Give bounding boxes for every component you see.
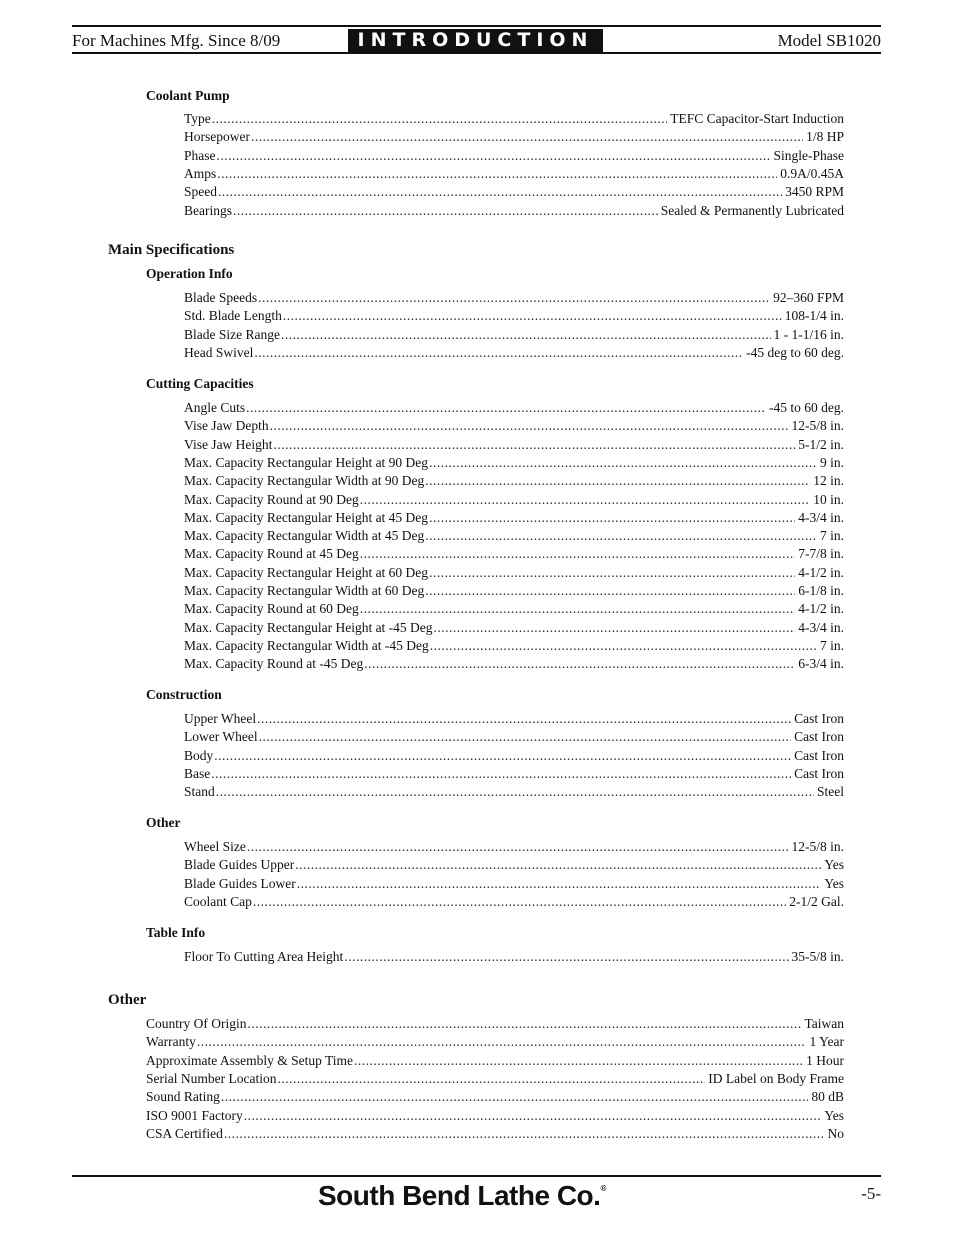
other-section-row — [146, 1016, 844, 1033]
dot-leader — [197, 1034, 807, 1050]
spec-value: Cast Iron — [794, 765, 844, 781]
spec-label: Max. Capacity Round at 60 Deg — [184, 601, 359, 617]
spec-label: Blade Guides Lower — [184, 875, 296, 891]
construction-spec-row — [184, 729, 844, 746]
cutting-spec-row — [184, 473, 844, 490]
dot-leader — [430, 638, 817, 654]
spec-label: Vise Jaw Height — [184, 436, 273, 452]
cutting-spec-row — [184, 638, 844, 655]
spec-value: 12-5/8 in. — [791, 839, 844, 854]
cutting-spec-row — [184, 546, 844, 563]
operation-spec-row — [184, 308, 844, 325]
table-spec-row — [184, 949, 844, 966]
cutting-spec-row — [184, 418, 844, 435]
spec-value: Cast Iron — [794, 729, 844, 745]
spec-value: TEFC Capacitor-Start Induction — [670, 111, 844, 126]
operation-spec-row — [184, 290, 844, 307]
spec-value: 92–360 FPM — [773, 290, 844, 305]
spec-value: No — [827, 1125, 844, 1141]
spec-label: Stand — [184, 784, 215, 800]
spec-label: Bearings — [184, 202, 232, 218]
coolant-spec-row — [184, 166, 844, 183]
spec-value: Cast Iron — [794, 711, 844, 726]
dot-leader — [253, 894, 786, 910]
coolant-spec-row — [184, 203, 844, 220]
dot-leader — [425, 528, 817, 544]
dot-leader — [254, 345, 743, 361]
dot-leader — [233, 203, 658, 219]
dot-leader — [273, 437, 795, 453]
dot-leader — [258, 290, 770, 306]
dot-leader — [244, 1108, 822, 1124]
cutting-spec-row — [184, 510, 844, 527]
operation-info-heading: Operation Info — [146, 266, 233, 281]
dot-leader — [429, 455, 817, 471]
other-section-heading: Other — [108, 992, 147, 1008]
spec-label: Max. Capacity Round at 90 Deg — [184, 491, 359, 507]
spec-label: Speed — [184, 184, 217, 200]
dot-leader — [212, 111, 668, 127]
header-left-text: For Machines Mfg. Since 8/09 — [72, 31, 281, 50]
other-spec-row — [184, 894, 844, 911]
spec-value: 6-3/4 in. — [798, 656, 844, 672]
spec-label: Wheel Size — [184, 839, 246, 854]
spec-value: 1/8 HP — [806, 129, 844, 145]
spec-label: Coolant Cap — [184, 893, 252, 909]
spec-value: -45 deg to 60 deg. — [746, 344, 844, 360]
dot-leader — [364, 656, 795, 672]
spec-value: 4-3/4 in. — [798, 509, 844, 525]
cutting-spec-row — [184, 583, 844, 600]
spec-value: 1 - 1-1/16 in. — [773, 326, 844, 342]
dot-leader — [425, 583, 795, 599]
spec-label: Max. Capacity Rectangular Width at 90 Deg — [184, 473, 425, 489]
cutting-spec-row — [184, 601, 844, 618]
spec-label: Max. Capacity Rectangular Height at 45 Deg — [184, 509, 429, 525]
spec-value: 108-1/4 in. — [784, 308, 844, 324]
spec-value: 1 Year — [809, 1034, 844, 1050]
spec-label: Head Swivel — [184, 344, 254, 360]
spec-value: Sealed & Permanently Lubricated — [660, 202, 844, 218]
dot-leader — [354, 1053, 803, 1069]
construction-heading: Construction — [146, 687, 222, 702]
dot-leader — [360, 546, 796, 562]
dot-leader — [295, 857, 821, 873]
other-section-row — [146, 1034, 844, 1051]
cutting-spec-row — [184, 400, 844, 417]
table-info-heading: Table Info — [146, 925, 206, 940]
dot-leader — [214, 748, 791, 764]
coolant-spec-row — [184, 129, 844, 146]
coolant-spec-row — [184, 148, 844, 165]
dot-leader — [429, 510, 795, 526]
cutting-spec-row — [184, 656, 844, 673]
spec-label: Body — [184, 747, 214, 763]
other-section-row — [146, 1108, 844, 1125]
construction-spec-row — [184, 748, 844, 765]
spec-label: Vise Jaw Depth — [184, 418, 269, 434]
spec-value: 3450 RPM — [785, 184, 844, 200]
registered-mark: ® — [600, 1184, 606, 1193]
other-spec-row — [184, 857, 844, 874]
logo-text: South Bend Lathe Co. — [318, 1180, 601, 1211]
operation-spec-row — [184, 327, 844, 344]
other-section-row — [146, 1089, 844, 1106]
spec-label: Approximate Assembly & Setup Time — [146, 1052, 354, 1068]
spec-value: 4-3/4 in. — [798, 619, 844, 635]
spec-value: 35-5/8 in. — [791, 949, 844, 964]
spec-label: ISO 9001 Factory — [146, 1107, 243, 1123]
coolant-spec-row — [184, 184, 844, 201]
spec-label: Upper Wheel — [184, 711, 257, 726]
spec-label: Blade Guides Upper — [184, 857, 295, 873]
spec-label: Std. Blade Length — [184, 308, 282, 324]
spec-label: Max. Capacity Rectangular Width at -45 Deg — [184, 637, 429, 653]
dot-leader — [257, 711, 791, 727]
spec-value: 5-1/2 in. — [798, 436, 844, 452]
spec-value: 1 Hour — [806, 1052, 844, 1068]
spec-label: Max. Capacity Rectangular Height at 60 Deg — [184, 564, 429, 580]
spec-value: 6-1/8 in. — [798, 583, 844, 598]
spec-label: Max. Capacity Rectangular Width at 45 Deg — [184, 528, 425, 544]
page-header — [72, 25, 881, 54]
spec-label: Max. Capacity Round at 45 Deg — [184, 546, 359, 562]
dot-leader — [434, 620, 796, 636]
dot-leader — [277, 1071, 705, 1087]
spec-value: 7-7/8 in. — [798, 546, 844, 562]
spec-value: Yes — [824, 1107, 844, 1123]
dot-leader — [217, 148, 771, 164]
dot-leader — [224, 1126, 825, 1142]
dot-leader — [211, 766, 791, 782]
other-section-row — [146, 1126, 844, 1143]
cutting-capacities-heading: Cutting Capacities — [146, 376, 254, 391]
spec-value: Yes — [824, 857, 844, 873]
spec-value: 10 in. — [813, 491, 844, 507]
spec-label: Base — [184, 765, 211, 781]
dot-leader — [216, 784, 814, 800]
spec-label: Max. Capacity Round at -45 Deg — [184, 656, 364, 672]
spec-value: 80 dB — [811, 1089, 844, 1105]
dot-leader — [218, 184, 782, 200]
spec-label: Lower Wheel — [184, 729, 258, 745]
spec-label: Max. Capacity Rectangular Height at -45 Deg — [184, 619, 433, 635]
other-specs-heading: Other — [146, 815, 181, 830]
other-section-row — [146, 1053, 844, 1070]
cutting-spec-row — [184, 528, 844, 545]
spec-value: Steel — [817, 784, 844, 800]
cutting-spec-row — [184, 455, 844, 472]
spec-label: Angle Cuts — [184, 400, 246, 415]
company-logo — [318, 1180, 606, 1212]
other-spec-row — [184, 839, 844, 856]
spec-label: Blade Size Range — [184, 326, 280, 342]
cutting-spec-row — [184, 565, 844, 582]
spec-label: Max. Capacity Rectangular Height at 90 Deg — [184, 454, 429, 470]
spec-label: Sound Rating — [146, 1089, 220, 1105]
footer-rule — [72, 1175, 881, 1177]
spec-value: 4-1/2 in. — [798, 601, 844, 617]
spec-value: ID Label on Body Frame — [708, 1070, 844, 1086]
other-spec-row — [184, 876, 844, 893]
main-specs-heading: Main Specifications — [108, 242, 235, 258]
spec-label: Max. Capacity Rectangular Width at 60 Deg — [184, 583, 425, 598]
spec-value: 4-1/2 in. — [798, 564, 844, 580]
spec-label: CSA Certified — [146, 1125, 223, 1141]
header-model-text: Model SB1020 — [777, 31, 881, 50]
other-section-row — [146, 1071, 844, 1088]
spec-value: 12 in. — [813, 473, 844, 489]
spec-value: 2-1/2 Gal. — [789, 893, 844, 909]
operation-spec-row — [184, 345, 844, 362]
construction-spec-row — [184, 711, 844, 728]
cutting-spec-row — [184, 620, 844, 637]
dot-leader — [246, 400, 766, 416]
dot-leader — [248, 1016, 802, 1032]
spec-value: 7 in. — [819, 637, 844, 653]
cutting-spec-row — [184, 437, 844, 454]
dot-leader — [217, 166, 777, 182]
coolant-pump-heading: Coolant Pump — [146, 88, 230, 103]
dot-leader — [251, 129, 803, 145]
page-number: -5- — [861, 1184, 881, 1203]
spec-label: Serial Number Location — [146, 1070, 277, 1086]
section-title: INTRODUCTION — [348, 29, 603, 52]
spec-label: Phase — [184, 147, 216, 163]
spec-label: Horsepower — [184, 129, 250, 145]
spec-value: 12-5/8 in. — [791, 418, 844, 434]
spec-value: Taiwan — [804, 1016, 844, 1031]
dot-leader — [259, 729, 792, 745]
construction-spec-row — [184, 766, 844, 783]
spec-label: Blade Speeds — [184, 290, 258, 305]
dot-leader — [360, 601, 796, 617]
spec-label: Type — [184, 111, 211, 126]
dot-leader — [221, 1089, 808, 1105]
dot-leader — [297, 876, 822, 892]
dot-leader — [281, 327, 771, 343]
coolant-spec-row — [184, 111, 844, 128]
spec-value: Cast Iron — [794, 747, 844, 763]
cutting-spec-row — [184, 492, 844, 509]
dot-leader — [270, 418, 789, 434]
construction-spec-row — [184, 784, 844, 801]
dot-leader — [344, 949, 788, 965]
spec-value: 7 in. — [819, 528, 844, 544]
spec-label: Floor To Cutting Area Height — [184, 949, 344, 964]
spec-value: 9 in. — [819, 454, 844, 470]
dot-leader — [425, 473, 810, 489]
dot-leader — [429, 565, 795, 581]
spec-label: Warranty — [146, 1034, 196, 1050]
spec-value: Single-Phase — [773, 147, 844, 163]
spec-value: 0.9A/0.45A — [780, 165, 844, 181]
spec-value: -45 to 60 deg. — [769, 400, 844, 415]
spec-value: Yes — [824, 875, 844, 891]
spec-label: Country Of Origin — [146, 1016, 247, 1031]
dot-leader — [283, 308, 782, 324]
spec-label: Amps — [184, 165, 217, 181]
dot-leader — [247, 839, 789, 855]
dot-leader — [360, 492, 811, 508]
